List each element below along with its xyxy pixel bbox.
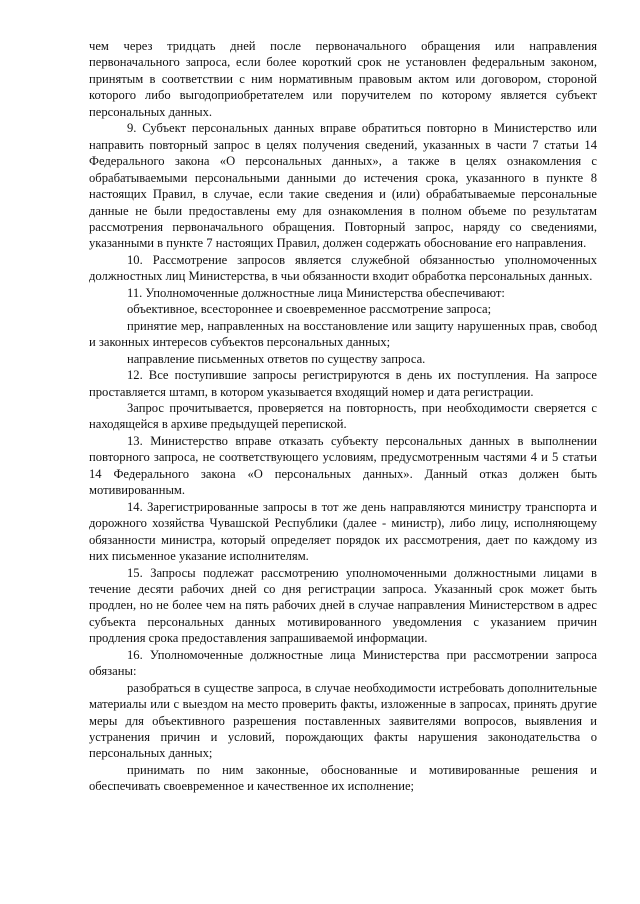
paragraph-11-item-2: принятие мер, направленных на восстановление или защиту нарушенных прав, свобод и законных интересов субъектов персональных данных; — [89, 318, 597, 350]
paragraph-12: 12. Все поступившие запросы регистрируются в день их поступления. На запросе проставляется штамп, в котором указывается входящий номер и дата регистрации. — [89, 368, 597, 399]
paragraph-11-item-3: направление письменных ответов по существу запроса. — [127, 351, 426, 366]
paragraph-13: 13. Министерство вправе отказать субъекту персональных данных в выполнении повторного запроса, не соответствующего условиям, предусмотренным частями 4 и 5 статьи 14 Федерального закона «О персональных данных». Данный отказ должен быть мотивированным. — [89, 433, 597, 498]
paragraph-continuation: чем через тридцать дней после первоначального обращения или направления первоначального запроса, если более короткий срок не установлен федеральным законом, принятым в соответствии с ним нормативным правовым актом или договором, стороной которого либо выгодоприобретателем или поручителем по которому является субъект персональных данных. — [89, 39, 597, 119]
paragraph-16: 16. Уполномоченные должностные лица Министерства при рассмотрении запроса обязаны: — [89, 647, 597, 679]
paragraph-14: 14. Зарегистрированные запросы в тот же день направляются министру транспорта и дорожного хозяйства Чувашской Республики (далее - министр), либо лицу, исполняющему обязанности министра, который определяет порядок их рассмотрения, дает по каждому из них письменное указание исполнителям. — [89, 499, 597, 564]
paragraph-10: 10. Рассмотрение запросов является служебной обязанностью уполномоченных должностных лиц Министерства, в чьи обязанности входит обработка персональных данных. — [89, 252, 597, 284]
paragraph-15: 15. Запросы подлежат рассмотрению уполномоченными должностными лицами в течение десяти рабочих дней со дня регистрации запроса. Указанный срок может быть продлен, но не более чем на пять рабочих дней в случае направления Министерством в адрес субъекта персональных данных мотивированного уведомления с указанием причин продления срока предоставления запрашиваемой информации. — [89, 565, 597, 646]
paragraph-9: 9. Субъект персональных данных вправе обратиться повторно в Министерство или направить повторный запрос в целях получения сведений, указанных в части 7 статьи 14 Федерального закона «О персональных данных», а также в целях ознакомления с обрабатываемыми персональными данными до истечения срока, указанного в пункте 8 настоящих Правил, в случае, если такие сведения и (или) обрабатываемые персональные данные не были предоставлены ему для ознакомления в полном объеме по результатам рассмотрения первоначального обращения. Повторный запрос, наряду со сведениями, указанными в пункте 7 настоящих Правил, должен содержать обоснование его направления. — [89, 121, 597, 251]
paragraph-16-item-2: принимать по ним законные, обоснованные и мотивированные решения и обеспечивать своевременное и качественное их исполнение; — [89, 762, 597, 794]
paragraph-16-item-1: разобраться в существе запроса, в случае необходимости истребовать дополнительные материалы или с выездом на место проверить факты, изложенные в запросах, принять другие меры для объективного разрешения поставленных заявителями вопросов, выявления и устранения причин и условий, порождающих факты нарушения законодательства о персональных данных; — [89, 680, 597, 761]
paragraph-11: 11. Уполномоченные должностные лица Министерства обеспечивают: — [127, 285, 505, 300]
paragraph-11-item-1: объективное, всестороннее и своевременное рассмотрение запроса; — [127, 302, 492, 317]
document-page — [89, 38, 597, 795]
paragraph-12-continuation: Запрос прочитывается, проверяется на повторность, при необходимости сверяется с находящейся в архиве предыдущей перепиской. — [89, 400, 597, 432]
